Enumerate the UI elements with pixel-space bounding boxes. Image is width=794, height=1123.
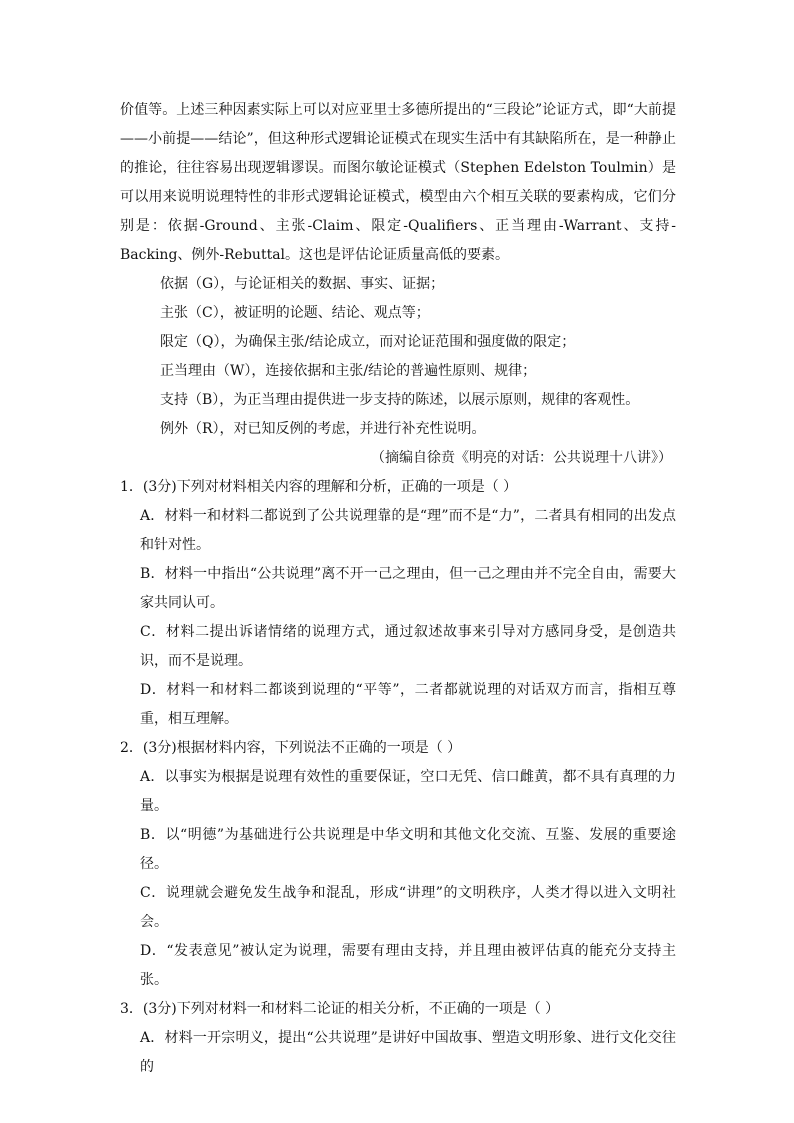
question-option: A．材料一和材料二都说到了公共说理靠的是“理”而不是“力”，二者具有相同的出发点和针对性。: [140, 508, 676, 553]
definition-list: [120, 270, 676, 444]
question-option: C．材料二提出诉诸情绪的说理方式，通过叙述故事来引导对方感同身受，是创造共识，而不是说理。: [140, 624, 676, 669]
question-2: [120, 734, 676, 995]
definition-item: 限定（Q），为确保主张/结论成立，而对论证范围和强度做的限定；: [160, 334, 576, 350]
definition-item: 例外（R），对已知反例的考虑，并进行补充性说明。: [160, 421, 486, 437]
definition-item: 依据（G），与论证相关的数据、事实、证据；: [160, 276, 445, 292]
question-option: B．材料一中指出“公共说理”离不开一己之理由，但一己之理由并不完全自由，需要大家共同认可。: [140, 566, 676, 611]
question-1: [120, 473, 676, 734]
question-stem: 1．(3分)下列对材料相关内容的理解和分析，正确的一项是（ ）: [120, 479, 518, 495]
question-3: [120, 995, 676, 1082]
definition-item: 正当理由（W），连接依据和主张/结论的普遍性原则、规律；: [160, 363, 537, 379]
question-option: A．以事实为根据是说理有效性的重要保证，空口无凭、信口雌黄，都不具有真理的力量。: [140, 769, 676, 814]
question-option: D．材料一和材料二都谈到说理的“平等”，二者都就说理的对话双方而言，指相互尊重，相互理解。: [140, 682, 676, 727]
question-stem: 2．(3分)根据材料内容，下列说法不正确的一项是（ ）: [120, 740, 462, 756]
definition-item: 主张（C），被证明的论题、结论、观点等；: [160, 305, 430, 321]
question-option: B．以“明德”为基础进行公共说理是中华文明和其他文化交流、互鉴、发展的重要途径。: [140, 827, 676, 872]
question-option: D．“发表意见”被认定为说理，需要有理由支持，并且理由被评估真的能充分支持主张。: [140, 943, 676, 988]
definition-item: 支持（B），为正当理由提供进一步支持的陈述，以展示原则，规律的客观性。: [160, 392, 640, 408]
question-option: A．材料一开宗明义，提出“公共说理”是讲好中国故事、塑造文明形象、进行文化交往的: [140, 1030, 676, 1075]
passage-paragraph: 价值等。上述三种因素实际上可以对应亚里士多德所提出的“三段论”论证方式，即“大前提——小前提——结论”，但这种形式逻辑论证模式在现实生活中有其缺陷所在，是一种静止的推论，往往容易出现逻辑谬误。而图尔敏论证模式（Stephen Edelston Toulmin）是可以用来说明说理特性的非形式逻辑论证模式，模型由六个相互关联的要素构成，它们分别是：依据-Ground、主张-Claim、限定-Qualifiers、正当理由-Warrant、支持-Backing、例外-Rebuttal。这也是评估论证质量高低的要素。: [120, 102, 676, 263]
passage-source: （摘编自徐贲《明亮的对话：公共说理十八讲》）: [371, 450, 672, 466]
question-option: C．说理就会避免发生战争和混乱，形成“讲理”的文明秩序，人类才得以进入文明社会。: [140, 885, 676, 930]
question-stem: 3．(3分)下列对材料一和材料二论证的相关分析，不正确的一项是（ ）: [120, 1001, 560, 1017]
page-content: [120, 96, 676, 1082]
